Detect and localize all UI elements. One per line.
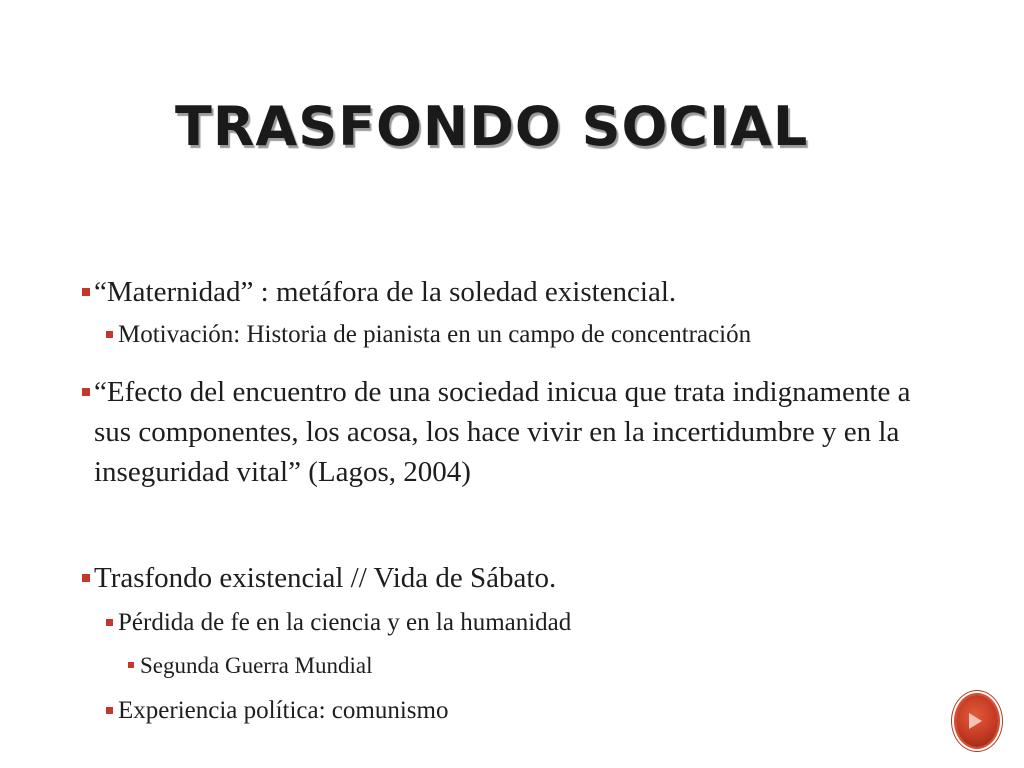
bullet-text: Trasfondo existencial // Vida de Sábato.: [94, 562, 557, 594]
bullet-icon: [106, 331, 113, 338]
bullet-item-trasfondo-existencial: [78, 558, 556, 598]
bullet-text: Pérdida de fe en la ciencia y en la humanidad: [118, 609, 572, 636]
bullet-icon: [106, 619, 113, 626]
bullet-text: Experiencia política: comunismo: [118, 697, 449, 724]
next-arrow-icon: [969, 713, 982, 729]
sub-sub-bullet-item-segunda-guerra: [78, 650, 373, 682]
sub-bullet-item-motivacion: [78, 318, 751, 352]
bullet-icon: [106, 707, 113, 714]
bullet-icon: [82, 574, 90, 582]
bullet-icon: [128, 662, 134, 668]
bullet-text: “Maternidad” : metáfora de la soledad existencial.: [94, 276, 677, 308]
bullet-icon: [82, 288, 90, 296]
bullet-item-efecto: [78, 372, 938, 492]
bullet-text: Segunda Guerra Mundial: [140, 653, 373, 678]
bullet-icon: [82, 388, 90, 396]
slide-title: TRASFONDO SOCIAL: [175, 95, 809, 158]
bullet-text: “Efecto del encuentro de una sociedad inicua que trata indignamente a sus componentes, los acosa, los hace vivir en la incertidumbre y en la inseguridad vital” (Lagos, 2004): [94, 376, 911, 488]
sub-bullet-item-experiencia-politica: [78, 694, 448, 728]
bullet-text: Motivación: Historia de pianista en un campo de concentración: [118, 321, 752, 348]
bullet-item-maternidad: [78, 272, 676, 312]
next-slide-button[interactable]: [956, 695, 998, 747]
sub-bullet-item-perdida-de-fe: [78, 606, 571, 640]
